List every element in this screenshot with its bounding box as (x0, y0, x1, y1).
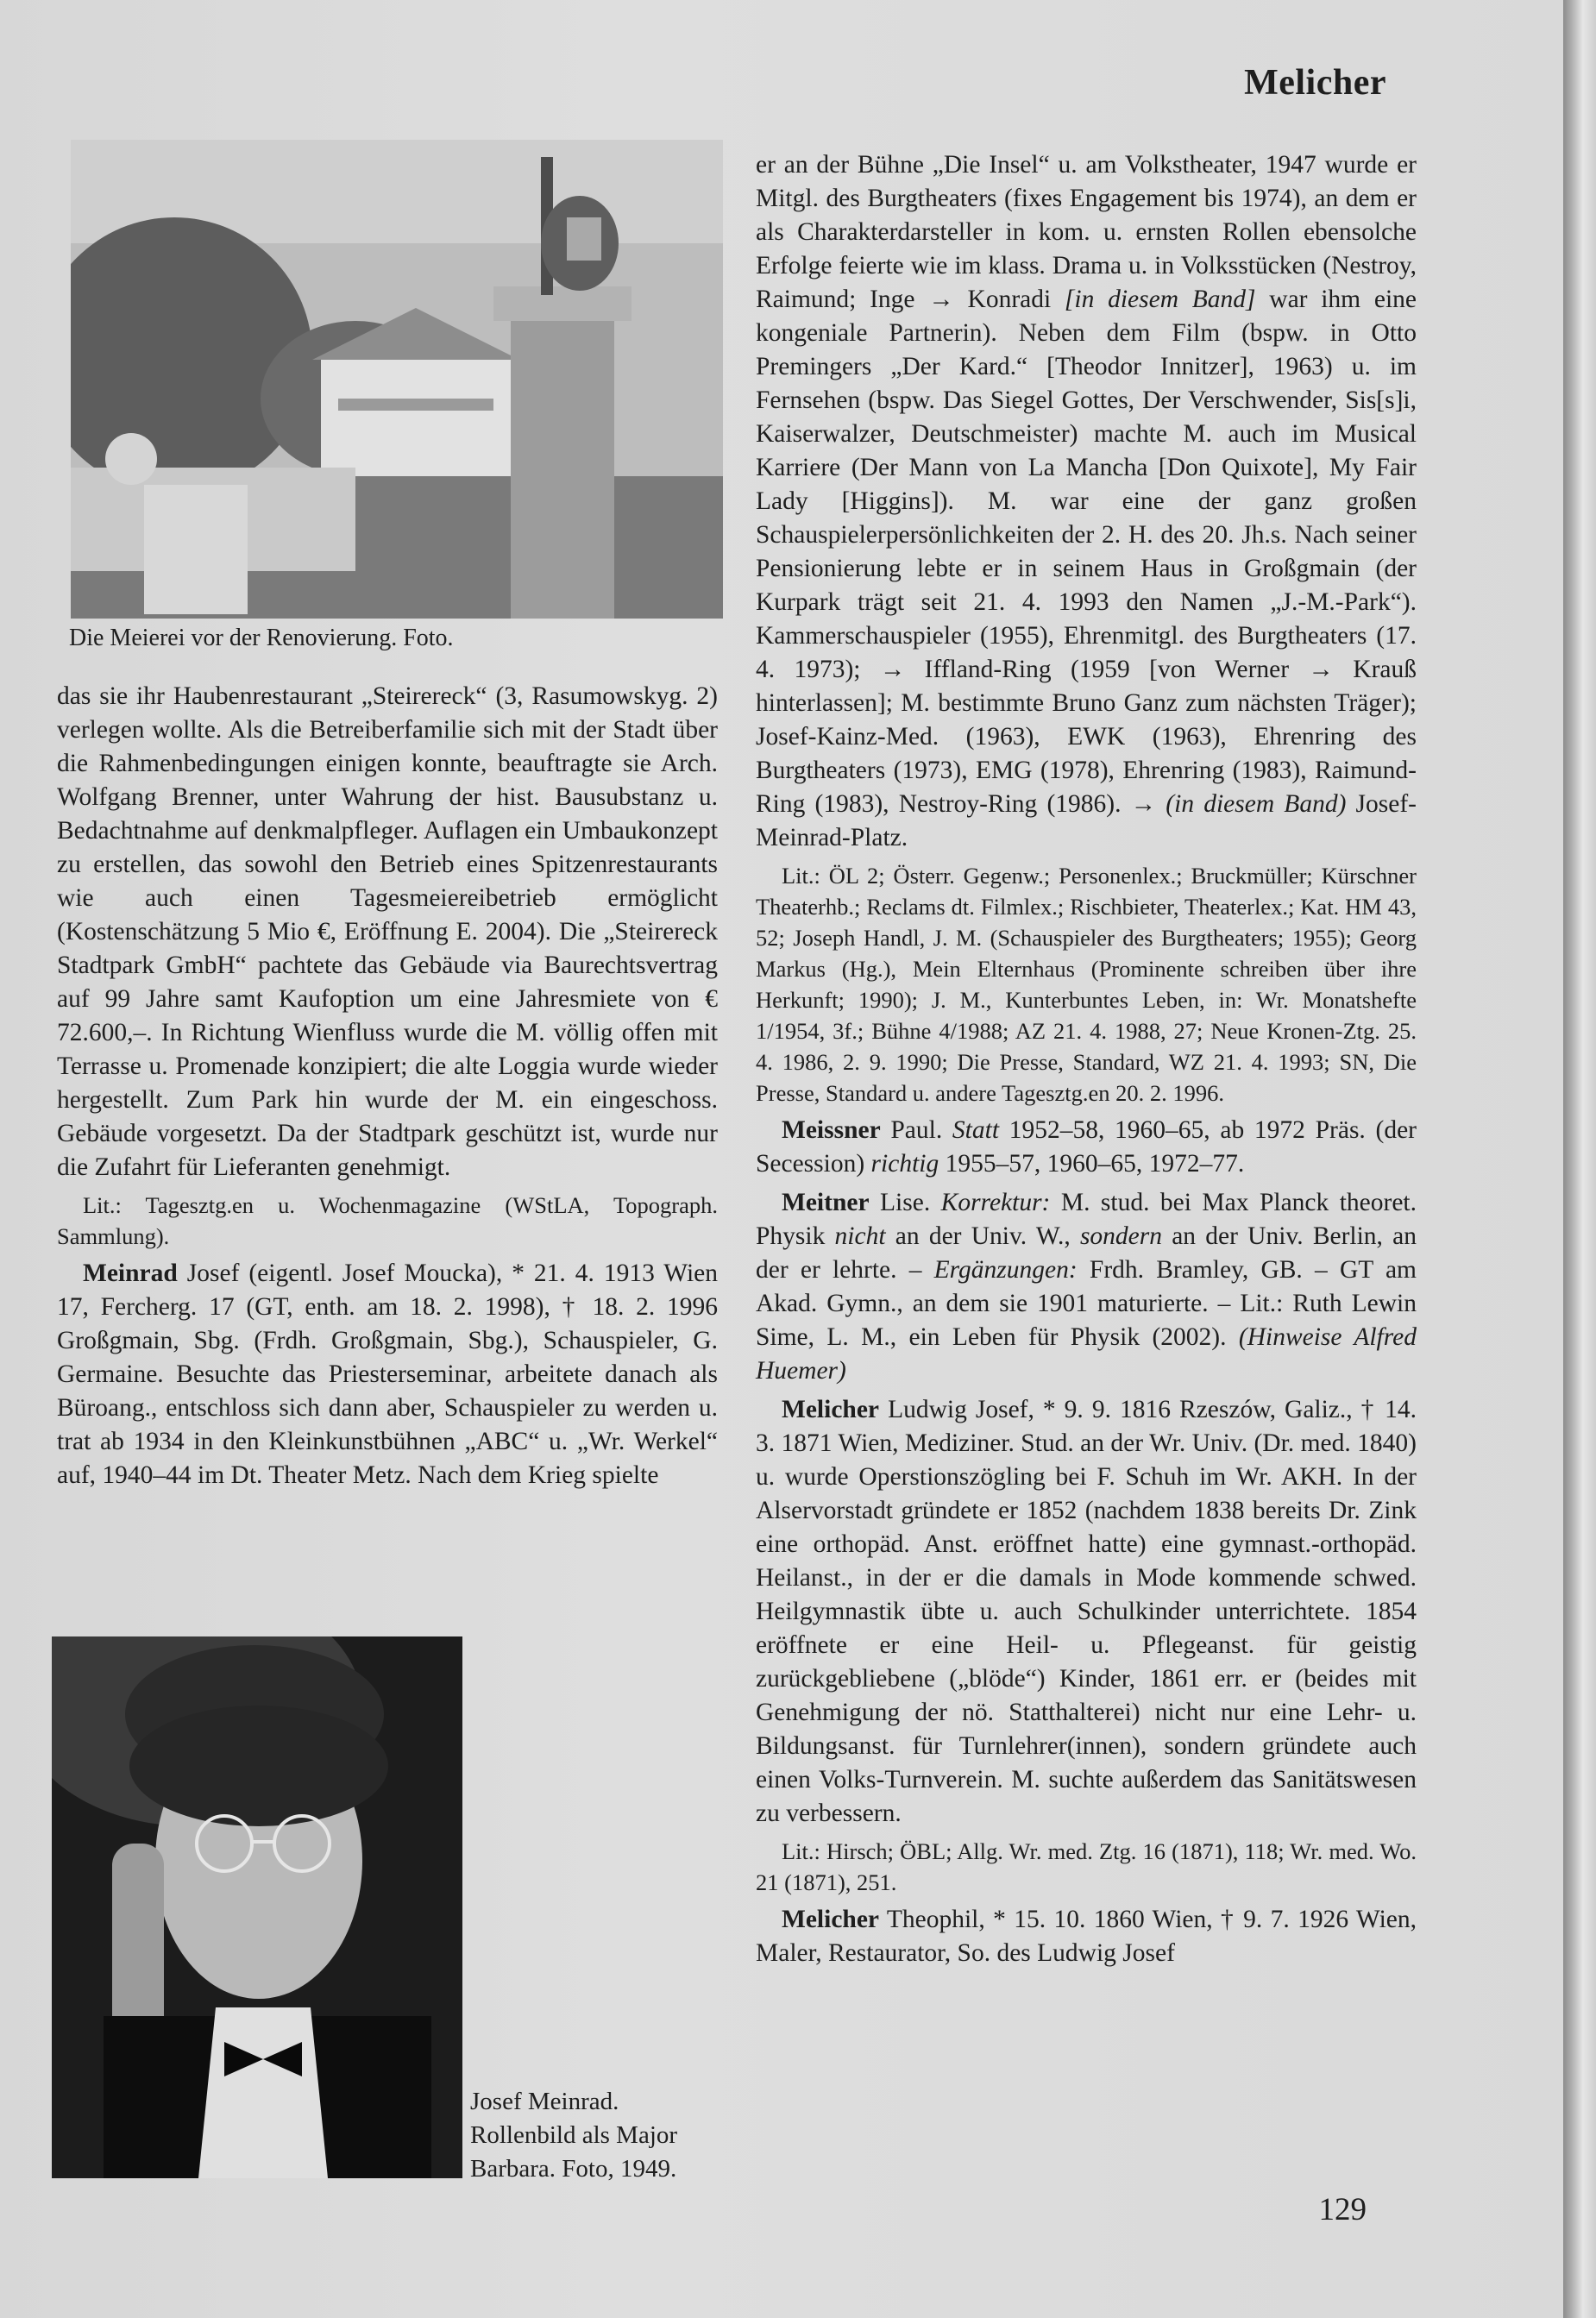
entry-melicher-theophil (756, 1903, 1417, 1970)
meinrad-text-continued (756, 148, 1417, 855)
entry-meinrad (57, 1257, 718, 1492)
text-run-italic: Statt (952, 1116, 1000, 1144)
meierei-photo-image (71, 140, 723, 619)
text-run: M. stud. bei Max Planck theoret. Physik (756, 1189, 1417, 1250)
text-run-italic: richtig (870, 1150, 939, 1178)
headword-melicher: Melicher (782, 1906, 880, 1933)
meinrad-literature: Lit.: ÖL 2; Österr. Gegenw.; Personenlex.; Bruckmüller; Kürschner Theaterhb.; Reclams dt. Filmlex.; Rischbieter, Theaterlex.; Kat. HM 43, 52; Joseph Handl, J. M. (Schauspieler des Burgtheaters; 1955); Georg Markus (Hg.), Mein Elternhaus (Prominente schreiben über ihre Herkunft; 1990); J. M., Kunterbuntes Leben, in: Wr. Monatshefte 1/1954, 3f.; Bühne 4/1988; AZ 21. 4. 1988, 27; Neue Kronen-Ztg. 25. 4. 1986, 2. 9. 1990; Die Presse, Standard, WZ 21. 4. 1993; SN, Die Presse, Standard u. andere Tagesztg.en 20. 2. 1996. (756, 863, 1417, 1106)
text-run: an der Univ. W., (885, 1222, 1080, 1250)
meinrad-text: Josef (eigentl. Josef Moucka), * 21. 4. 1913 Wien 17, Fercherg. 17 (GT, enth. am 18. 2. 1998), † 18. 2. 1996 Großgmain, Sbg. (Frdh. Großgmain, Sbg.), Schauspieler, G. Germaine. Besuchte das Priesterseminar, arbeitete danach als Büroang., entschloss sich dann aber, Schauspieler zu werden u. trat ab 1934 in den Kleinkunstbühnen „ABC“ u. „Wr. Werkel“ auf, 1940–44 im Dt. Theater Metz. Nach dem Krieg spielte (57, 1260, 719, 1489)
text-run: Josef-Meinrad-Platz. (756, 790, 1417, 851)
text-run-italic: sondern (1079, 1222, 1162, 1250)
text-run: er an der Bühne „Die Insel“ u. am Volkstheater, 1947 wurde er Mitgl. des Burgtheaters (fixes Engagement bis 1974), an dem er als Charakterdarsteller in kom. u. ernsten Rollen ebensolche Erfolge feierte wie im klass. Drama u. in Volksstücken (Nestroy, Raimund; Inge → Konradi (756, 151, 1417, 313)
meinrad-portrait-caption (470, 2085, 712, 2186)
left-column (57, 680, 718, 1498)
text-run-italic: nicht (834, 1222, 886, 1250)
text-run-italic: (in diesem Band) (1166, 790, 1347, 818)
entry-meitner (756, 1186, 1417, 1388)
running-head: Melicher (1244, 63, 1386, 103)
text-run-italic: Ergänzungen: (933, 1256, 1078, 1284)
text-run: 1952–58, 1960–65, ab 1972 Präs. (der Secession) (756, 1116, 1417, 1178)
text-run: Ludwig Josef, * 9. 9. 1816 Rzeszów, Galiz., † 14. 3. 1871 Wien, Mediziner. Stud. an der Wr. Univ. (Dr. med. 1840) u. wurde Operstionszögling bei F. Schuh im Wr. AKH. In der Alservorstadt gründete er 1852 (nachdem 1838 bereits Dr. Zink eine orthopäd. Anst. eröffnet hatte) eine gymnast.-orthopäd. Heilanst., in der er die damals in Mode kommende schwed. Heilgymnastik übte u. auch Schulkinder unterrichtete. 1854 eröffnete er eine Heil- u. Pflegeanst. für geistig zurückgebliebene („blöde“) Kinder, 1861 err. er (beides mit Genehmigung der nö. Statthalterei) nicht nur eine Lehr- u. Bildungsanst. für Turnlehrer(innen), sondern gründete auch einen Volks-Turnverein. M. suchte außerdem das Sanitätswesen zu verbessern. (756, 1396, 1417, 1827)
text-run-italic: [in diesem Band] (1064, 286, 1256, 313)
text-run: Theophil, * 15. 10. 1860 Wien, † 9. 7. 1926 Wien, Maler, Restaurator, So. des Ludwig Josef (756, 1906, 1417, 1967)
headword-melicher: Melicher (782, 1396, 880, 1423)
melicher-literature: Lit.: Hirsch; ÖBL; Allg. Wr. med. Ztg. 16 (1871), 118; Wr. med. Wo. 21 (1871), 251. (756, 1838, 1417, 1895)
caption-line: Josef Meinrad. (470, 2088, 619, 2115)
caption-line: Rollenbild als Major (470, 2121, 678, 2149)
meierei-caption: Die Meierei vor der Renovierung. Foto. (69, 625, 454, 651)
right-column (756, 148, 1417, 1976)
meierei-text: das sie ihr Haubenrestaurant „Steirereck“ (3, Rasumowskyg. 2) verlegen wollte. Als die Betreiberfamilie sich mit der Stadt über die Rahmenbedingungen einigen konnte, beauftragte sie Arch. Wolfgang Brenner, unter Wahrung der hist. Bausubstanz u. Bedachtnahme auf denkmalpfleger. Auflagen ein Umbaukonzept zu erstellen, das sowohl den Betrieb eines Spitzenrestaurants wie auch einen Tagesmeiereibetrieb ermöglicht (Kostenschätzung 5 Mio €, Eröffnung E. 2004). Die „Steirereck Stadtpark GmbH“ pachtete das Gebäude via Baurechtsvertrag auf 99 Jahre samt Kaufoption um eine Jahresmiete von € 72.600,–. In Richtung Wienfluss wurde die M. völlig offen mit Terrasse u. Promenade konzipiert; die alte Loggia wurde wieder hergestellt. Zum Park hin wurde der M. ein eingeschoss. Gebäude vorgesetzt. Da der Stadtpark geschützt ist, wurde nur die Zufahrt für Lieferanten genehmigt. (57, 682, 718, 1181)
entry-melicher-ludwig (756, 1393, 1417, 1831)
text-run-italic: Korrektur: (940, 1189, 1051, 1216)
headword-meinrad: Meinrad (83, 1260, 178, 1287)
meinrad-portrait-photo (52, 1636, 462, 2178)
meierei-literature: Lit.: Tagesztg.en u. Wochenmagazine (WStLA, Topograph. Sammlung). (57, 1192, 718, 1249)
caption-line: Barbara. Foto, 1949. (470, 2155, 677, 2183)
text-run: Frdh. Bramley, GB. – GT am Akad. Gymn., an dem sie 1901 maturierte. – Lit.: Ruth Lewin Sime, L. M., ein Leben für Physik (2002). (756, 1256, 1417, 1351)
page-number: 129 (1318, 2192, 1367, 2227)
headword-meissner: Meissner (782, 1116, 881, 1144)
text-run: war ihm eine kongeniale Partnerin). Neben dem Film (bspw. in Otto Premingers „Der Kard.“ [Theodor Innitzer], 1963) u. im Fernsehen (bspw. Das Siegel Gottes, Der Verschwender, Sis[s]i, Kaiserwalzer, Deutschmeister) machte M. auch im Musical Karriere (Der Mann von La Mancha [Don Quixote], My Fair Lady [Higgins]). M. war eine der ganz großen Schauspielerpersönlichkeiten der 2. H. des 20. Jh.s. Nach seiner Pensionierung lebte er in seinem Haus in Großgmain (der Kurpark trägt seit 21. 4. 1993 den Namen „J.-M.-Park“). Kammerschauspieler (1955), Ehrenmitgl. des Burgtheaters (17. 4. 1973); → Iffland-Ring (1959 [von Werner → Krauß hinterlassen]; M. bestimmte Bruno Ganz zum nächsten Träger); Josef-Kainz-Med. (1963), EWK (1963), Ehrenring des Burgtheaters (1973), EMG (1978), Ehrenring (1983), Raimund-Ring (1983), Nestroy-Ring (1986). → (756, 286, 1417, 818)
text-run: Paul. (880, 1116, 952, 1144)
meierei-photo (71, 140, 723, 619)
text-run: 1955–57, 1960–65, 1972–77. (939, 1150, 1245, 1178)
entry-meissner (756, 1114, 1417, 1181)
page-edge (1563, 0, 1596, 2318)
meinrad-portrait-image (52, 1636, 462, 2178)
text-run-italic: (Hinweise Alfred Huemer) (756, 1323, 1417, 1385)
text-run: an der Univ. Berlin, an der er lehrte. – (756, 1222, 1417, 1284)
text-run: Lise. (869, 1189, 941, 1216)
headword-meitner: Meitner (782, 1189, 870, 1216)
